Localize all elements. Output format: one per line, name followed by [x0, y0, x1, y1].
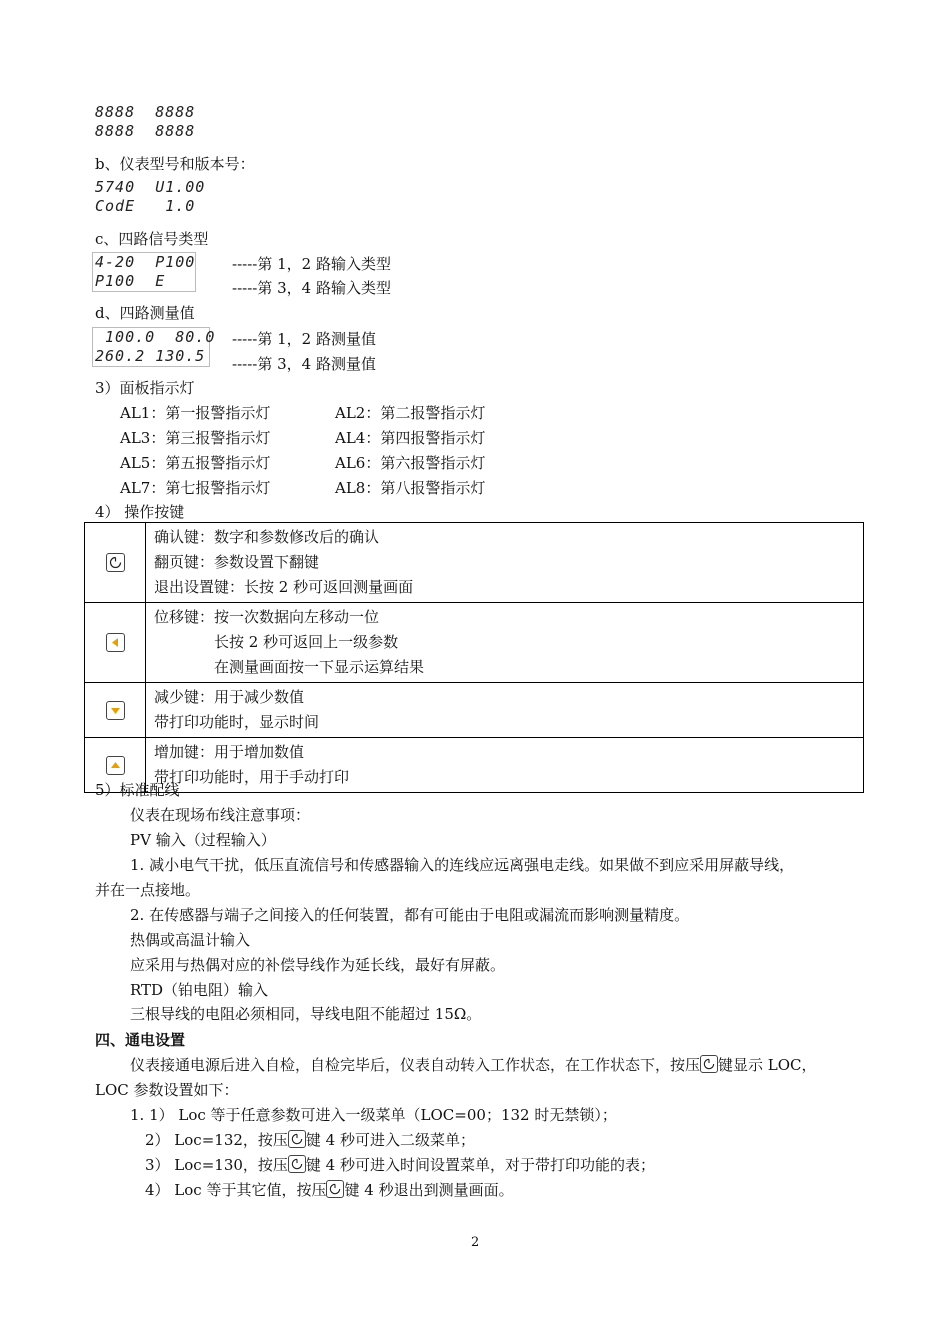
lcd-text: P100: [95, 272, 136, 290]
lcd-text: 4-20: [95, 253, 136, 271]
confirm-key-icon: [288, 1130, 306, 1148]
key-description: 在测量画面按一下显示运算结果: [214, 658, 425, 676]
lcd-text: 1.0: [165, 197, 196, 215]
power-item-part: 3） Loc=130，按压: [145, 1156, 288, 1174]
wiring-text: 仪表在现场布线注意事项：: [130, 806, 311, 824]
power-item-part: 键 4 秒可进入二级菜单；: [305, 1131, 475, 1149]
power-item: [145, 1179, 514, 1200]
signal-type-note-1: -----第 1，2 路输入类型: [232, 255, 391, 273]
signal-type-note-2: -----第 3，4 路输入类型: [232, 279, 391, 297]
lcd-text: 5740: [95, 178, 136, 196]
power-item-part: 键 4 秒可进入时间设置菜单，对于带打印功能的表；: [305, 1156, 655, 1174]
power-text-part: 键显示 LOC，: [718, 1056, 817, 1074]
down-key-icon: [106, 701, 125, 720]
indicator-item: AL3：第三报警指示灯: [120, 429, 271, 447]
power-item: 1. 1） Loc 等于任意参数可进入一级菜单（LOC=00；132 时无禁锁）；: [130, 1106, 617, 1124]
indicators-heading: 3）面板指示灯: [95, 379, 195, 397]
measured-note-2: -----第 3，4 路测量值: [232, 355, 376, 373]
lcd-text: U1.00: [155, 178, 206, 196]
lcd-text: P100: [155, 253, 196, 271]
lcd-digit: 8888: [95, 103, 136, 121]
power-heading: 四、通电设置: [95, 1031, 186, 1049]
key-description: 确认键：数字和参数修改后的确认: [154, 528, 380, 546]
power-item: [145, 1154, 655, 1175]
model-heading: b、仪表型号和版本号：: [95, 155, 255, 173]
measured-note-1: -----第 1，2 路测量值: [232, 330, 376, 348]
key-description: 位移键：按一次数据向左移动一位: [154, 608, 380, 626]
shift-left-key-icon: [106, 633, 125, 652]
confirm-key-icon: [326, 1180, 344, 1198]
indicator-item: AL5：第五报警指示灯: [120, 454, 271, 472]
signal-type-heading: c、四路信号类型: [95, 230, 209, 248]
lcd-digit: 8888: [155, 103, 196, 121]
wiring-text: 2. 在传感器与端子之间接入的任何装置，都有可能由于电阻或漏流而影响测量精度。: [130, 906, 690, 924]
power-text-part: 仪表接通电源后进入自检，自检完毕后，仪表自动转入工作状态，在工作状态下，按压: [130, 1056, 701, 1074]
wiring-text: 并在一点接地。: [95, 881, 201, 899]
lcd-text: 130.5: [155, 347, 206, 365]
indicator-item: AL1：第一报警指示灯: [120, 404, 271, 422]
measured-display: [92, 327, 216, 367]
confirm-key-icon: [106, 553, 125, 572]
power-item-part: 4） Loc 等于其它值，按压: [145, 1181, 327, 1199]
model-display: [95, 178, 205, 216]
indicator-item: AL6：第六报警指示灯: [335, 454, 486, 472]
lcd-digit: 8888: [95, 122, 136, 140]
lcd-text: 260.2: [95, 347, 146, 365]
key-description: 增加键：用于增加数值: [154, 743, 305, 761]
key-description: 带打印功能时，显示时间: [154, 713, 320, 731]
page-number: 2: [471, 1235, 480, 1250]
wiring-text: RTD（铂电阻）输入: [130, 981, 269, 999]
indicator-item: AL4：第四报警指示灯: [335, 429, 486, 447]
lcd-text: E: [155, 272, 166, 290]
key-description: 长按 2 秒可返回上一级参数: [214, 633, 399, 651]
wiring-text: 三根导线的电阻必须相同，导线电阻不能超过 15Ω。: [130, 1005, 482, 1023]
keys-heading: 4） 操作按键: [95, 503, 185, 521]
key-row: [85, 738, 864, 793]
power-text: LOC 参数设置如下：: [95, 1081, 239, 1099]
lcd-digit: 8888: [155, 122, 196, 140]
power-item: [145, 1129, 475, 1150]
key-row: [85, 683, 864, 738]
indicator-item: AL2：第二报警指示灯: [335, 404, 486, 422]
key-description: 退出设置键：长按 2 秒可返回测量画面: [154, 578, 414, 596]
indicator-item: AL7：第七报警指示灯: [120, 479, 271, 497]
lcd-test-display: [95, 103, 195, 141]
key-description: 带打印功能时，用于手动打印: [154, 768, 350, 786]
signal-type-display: [92, 252, 196, 292]
key-description: 减少键：用于减少数值: [154, 688, 305, 706]
key-row: [85, 523, 864, 603]
confirm-key-icon: [288, 1155, 306, 1173]
up-key-icon: [106, 756, 125, 775]
wiring-text: 热偶或高温计输入: [130, 931, 251, 949]
wiring-text: 应采用与热偶对应的补偿导线作为延长线，最好有屏蔽。: [130, 956, 506, 974]
confirm-key-icon: [700, 1055, 718, 1073]
wiring-text: 1. 减小电气干扰，低压直流信号和传感器输入的连线应远离强电走线。如果做不到应采用屏蔽导线，: [130, 856, 795, 874]
key-row: [85, 603, 864, 683]
measured-heading: d、四路测量值: [95, 304, 195, 322]
indicator-item: AL8：第八报警指示灯: [335, 479, 486, 497]
power-item-part: 2） Loc=132，按压: [145, 1131, 288, 1149]
wiring-text: PV 输入（过程输入）: [130, 831, 276, 849]
keys-table: [84, 522, 864, 793]
lcd-text: CodE: [95, 197, 136, 215]
power-text: [130, 1054, 817, 1075]
lcd-text: 80.0: [175, 328, 216, 346]
wiring-heading: 5）标准配线: [95, 781, 180, 799]
key-description: 翻页键：参数设置下翻键: [154, 553, 320, 571]
power-item-part: 键 4 秒退出到测量画面。: [344, 1181, 514, 1199]
lcd-text: 100.0: [105, 328, 156, 346]
